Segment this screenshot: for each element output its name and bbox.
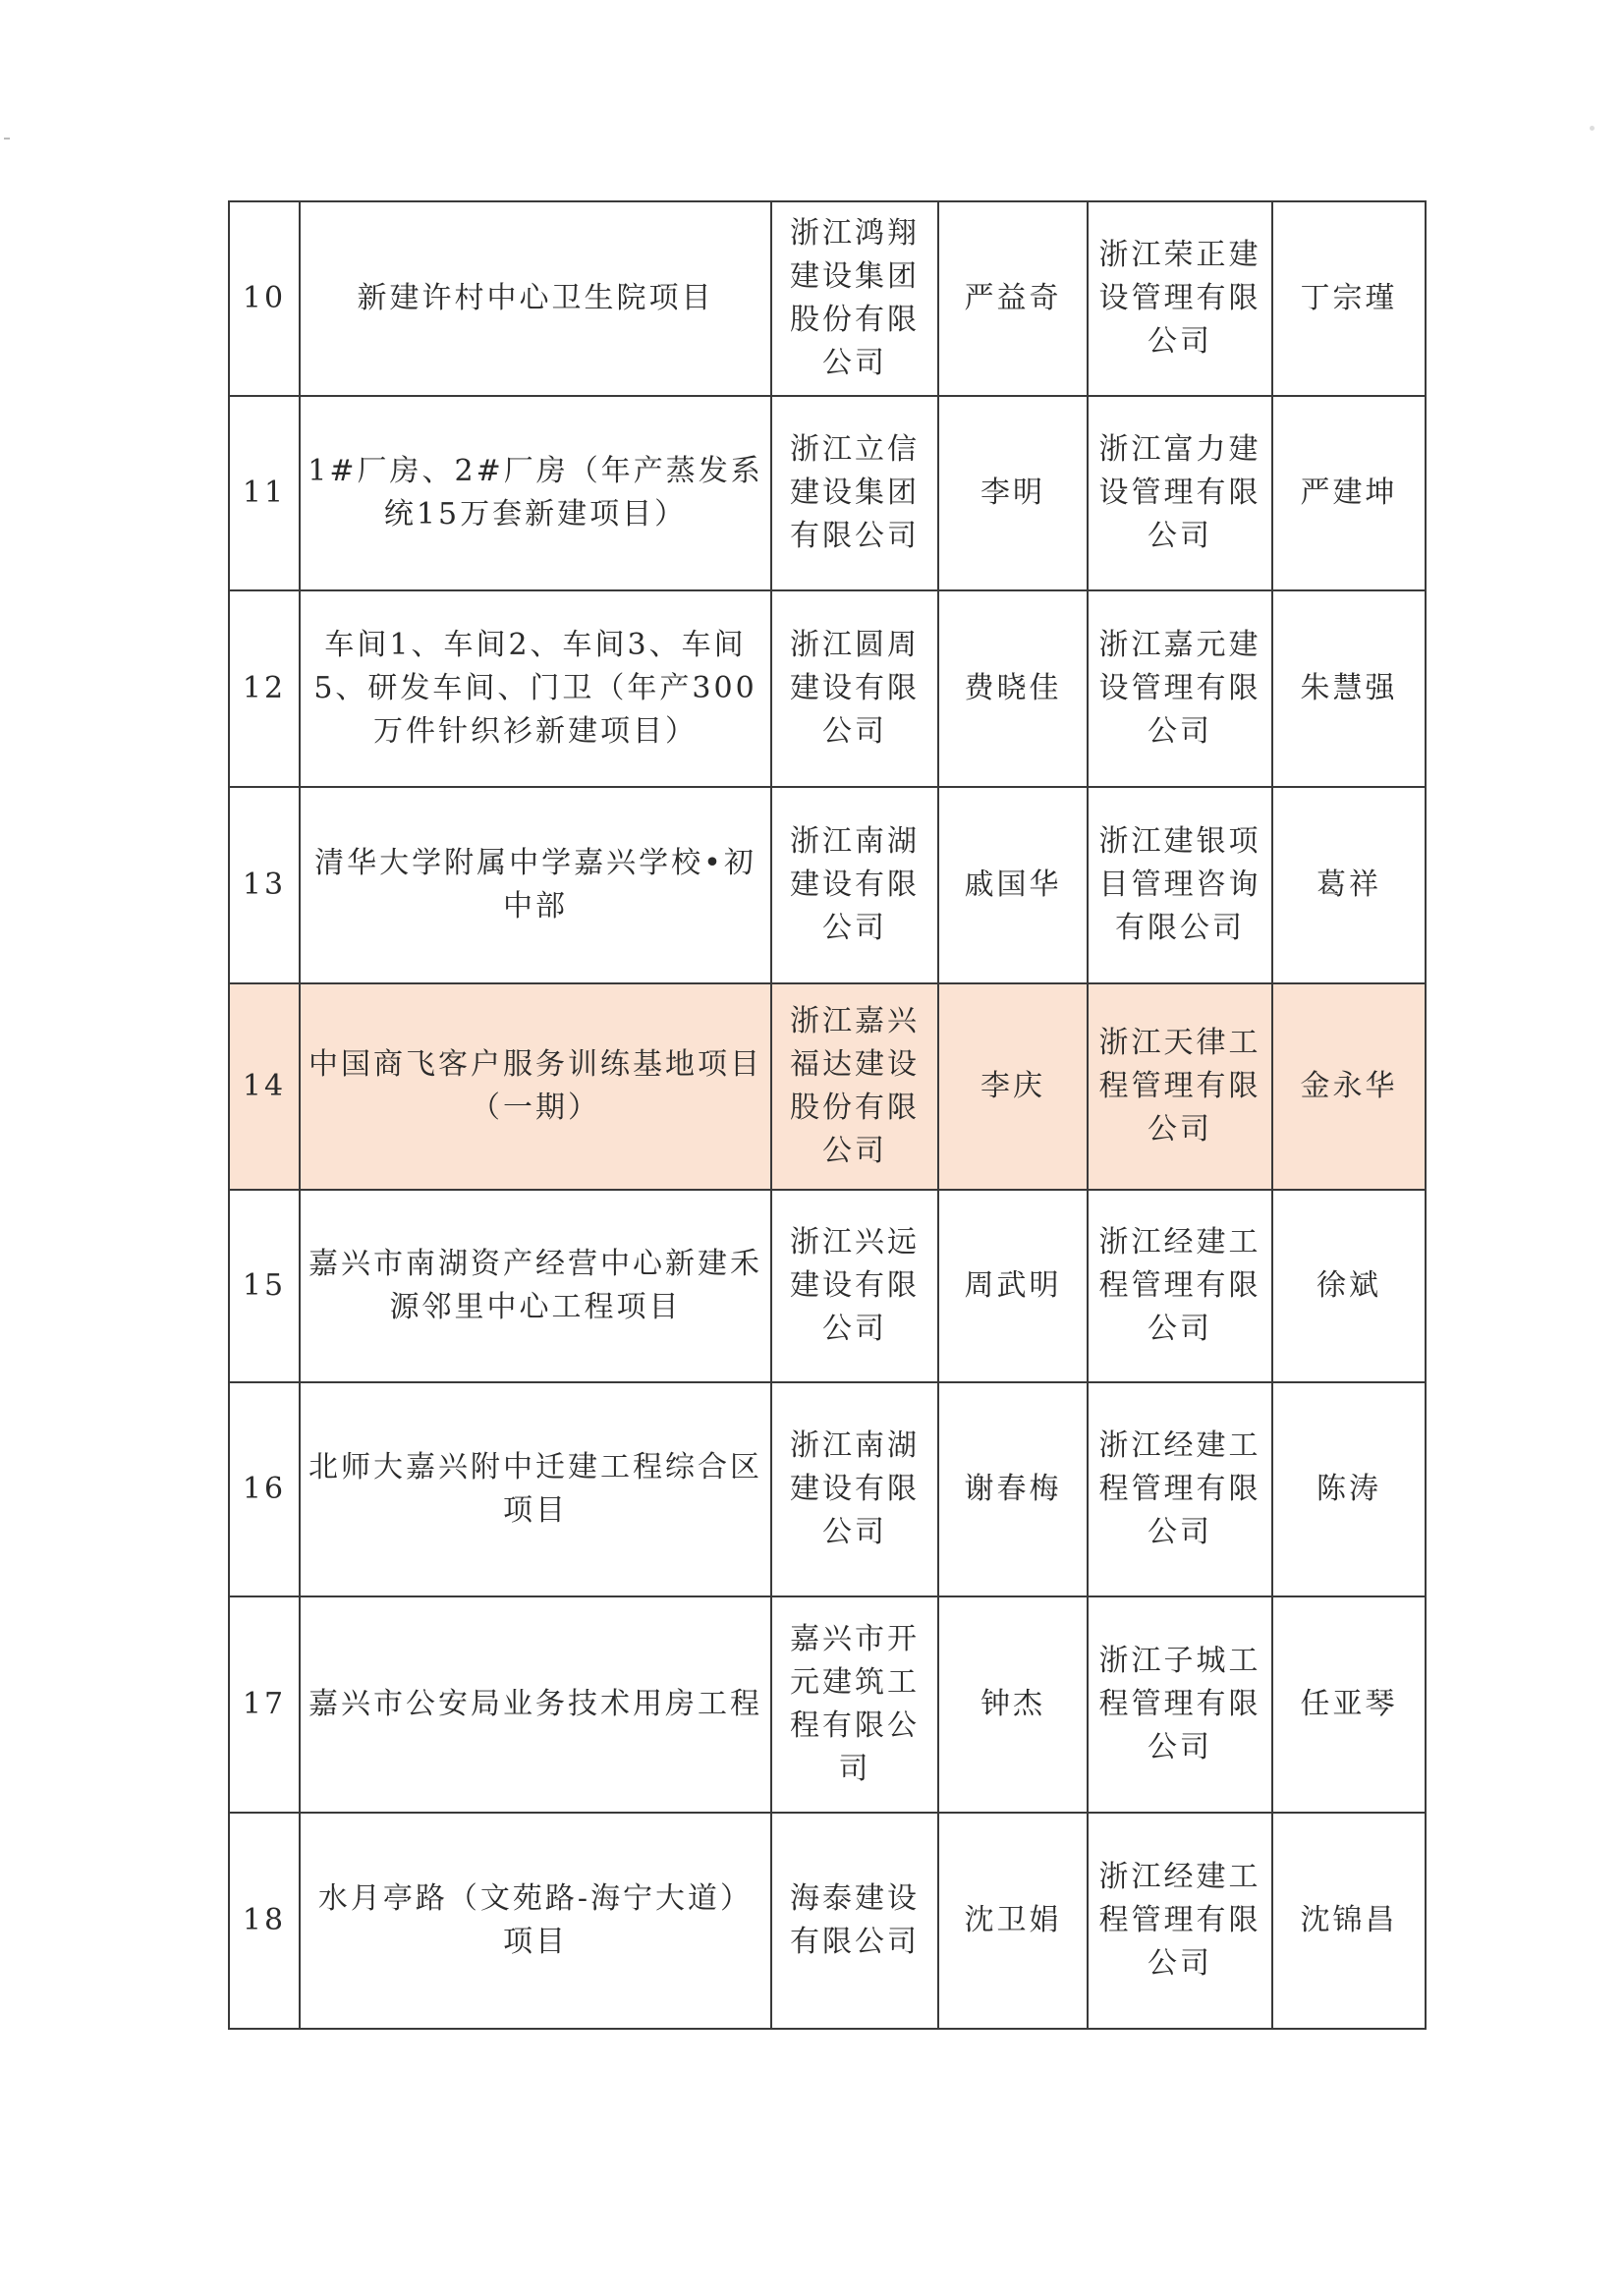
contractor-company: 浙江嘉兴福达建设股份有限公司 — [771, 983, 938, 1190]
table-row — [229, 201, 1426, 396]
chief-supervisor: 严建坤 — [1272, 396, 1426, 590]
table-row-highlighted — [229, 983, 1426, 1190]
project-manager: 李庆 — [938, 983, 1088, 1190]
supervision-company: 浙江荣正建设管理有限公司 — [1088, 201, 1272, 396]
row-number: 15 — [229, 1190, 300, 1382]
project-manager: 钟杰 — [938, 1596, 1088, 1813]
contractor-company: 浙江南湖建设有限公司 — [771, 787, 938, 983]
project-manager: 严益奇 — [938, 201, 1088, 396]
supervision-company: 浙江子城工程管理有限公司 — [1088, 1596, 1272, 1813]
scan-dot-mark — [1590, 126, 1595, 131]
chief-supervisor: 任亚琴 — [1272, 1596, 1426, 1813]
supervision-company: 浙江经建工程管理有限公司 — [1088, 1813, 1272, 2029]
contractor-company: 海泰建设有限公司 — [771, 1813, 938, 2029]
supervision-company: 浙江经建工程管理有限公司 — [1088, 1190, 1272, 1382]
chief-supervisor: 陈涛 — [1272, 1382, 1426, 1596]
project-table — [228, 200, 1427, 2030]
project-name: 水月亭路（文苑路-海宁大道）项目 — [300, 1813, 771, 2029]
table-row — [229, 787, 1426, 983]
chief-supervisor: 金永华 — [1272, 983, 1426, 1190]
table-row — [229, 396, 1426, 590]
project-name: 新建许村中心卫生院项目 — [300, 201, 771, 396]
project-manager: 戚国华 — [938, 787, 1088, 983]
row-number: 18 — [229, 1813, 300, 2029]
project-name: 嘉兴市南湖资产经营中心新建禾源邻里中心工程项目 — [300, 1190, 771, 1382]
table-row — [229, 1382, 1426, 1596]
contractor-company: 浙江立信建设集团有限公司 — [771, 396, 938, 590]
project-manager: 谢春梅 — [938, 1382, 1088, 1596]
contractor-company: 浙江南湖建设有限公司 — [771, 1382, 938, 1596]
chief-supervisor: 沈锦昌 — [1272, 1813, 1426, 2029]
project-name: 清华大学附属中学嘉兴学校•初中部 — [300, 787, 771, 983]
supervision-company: 浙江嘉元建设管理有限公司 — [1088, 590, 1272, 787]
supervision-company: 浙江富力建设管理有限公司 — [1088, 396, 1272, 590]
supervision-company: 浙江经建工程管理有限公司 — [1088, 1382, 1272, 1596]
project-manager: 李明 — [938, 396, 1088, 590]
project-name: 1#厂房、2#厂房（年产蒸发系统15万套新建项目） — [300, 396, 771, 590]
contractor-company: 浙江鸿翔建设集团股份有限公司 — [771, 201, 938, 396]
project-manager: 沈卫娟 — [938, 1813, 1088, 2029]
table-row — [229, 590, 1426, 787]
project-manager: 费晓佳 — [938, 590, 1088, 787]
row-number: 13 — [229, 787, 300, 983]
project-name: 嘉兴市公安局业务技术用房工程 — [300, 1596, 771, 1813]
supervision-company: 浙江天律工程管理有限公司 — [1088, 983, 1272, 1190]
table-row — [229, 1190, 1426, 1382]
chief-supervisor: 葛祥 — [1272, 787, 1426, 983]
scan-edge-mark — [4, 138, 10, 140]
table-row — [229, 1596, 1426, 1813]
contractor-company: 嘉兴市开元建筑工程有限公司 — [771, 1596, 938, 1813]
row-number: 12 — [229, 590, 300, 787]
row-number: 10 — [229, 201, 300, 396]
project-name: 中国商飞客户服务训练基地项目（一期） — [300, 983, 771, 1190]
project-name: 车间1、车间2、车间3、车间5、研发车间、门卫（年产300万件针织衫新建项目） — [300, 590, 771, 787]
chief-supervisor: 徐斌 — [1272, 1190, 1426, 1382]
chief-supervisor: 丁宗瑾 — [1272, 201, 1426, 396]
contractor-company: 浙江兴远建设有限公司 — [771, 1190, 938, 1382]
chief-supervisor: 朱慧强 — [1272, 590, 1426, 787]
row-number: 16 — [229, 1382, 300, 1596]
project-name: 北师大嘉兴附中迁建工程综合区项目 — [300, 1382, 771, 1596]
row-number: 11 — [229, 396, 300, 590]
project-manager: 周武明 — [938, 1190, 1088, 1382]
contractor-company: 浙江圆周建设有限公司 — [771, 590, 938, 787]
supervision-company: 浙江建银项目管理咨询有限公司 — [1088, 787, 1272, 983]
row-number: 17 — [229, 1596, 300, 1813]
table-row — [229, 1813, 1426, 2029]
row-number: 14 — [229, 983, 300, 1190]
